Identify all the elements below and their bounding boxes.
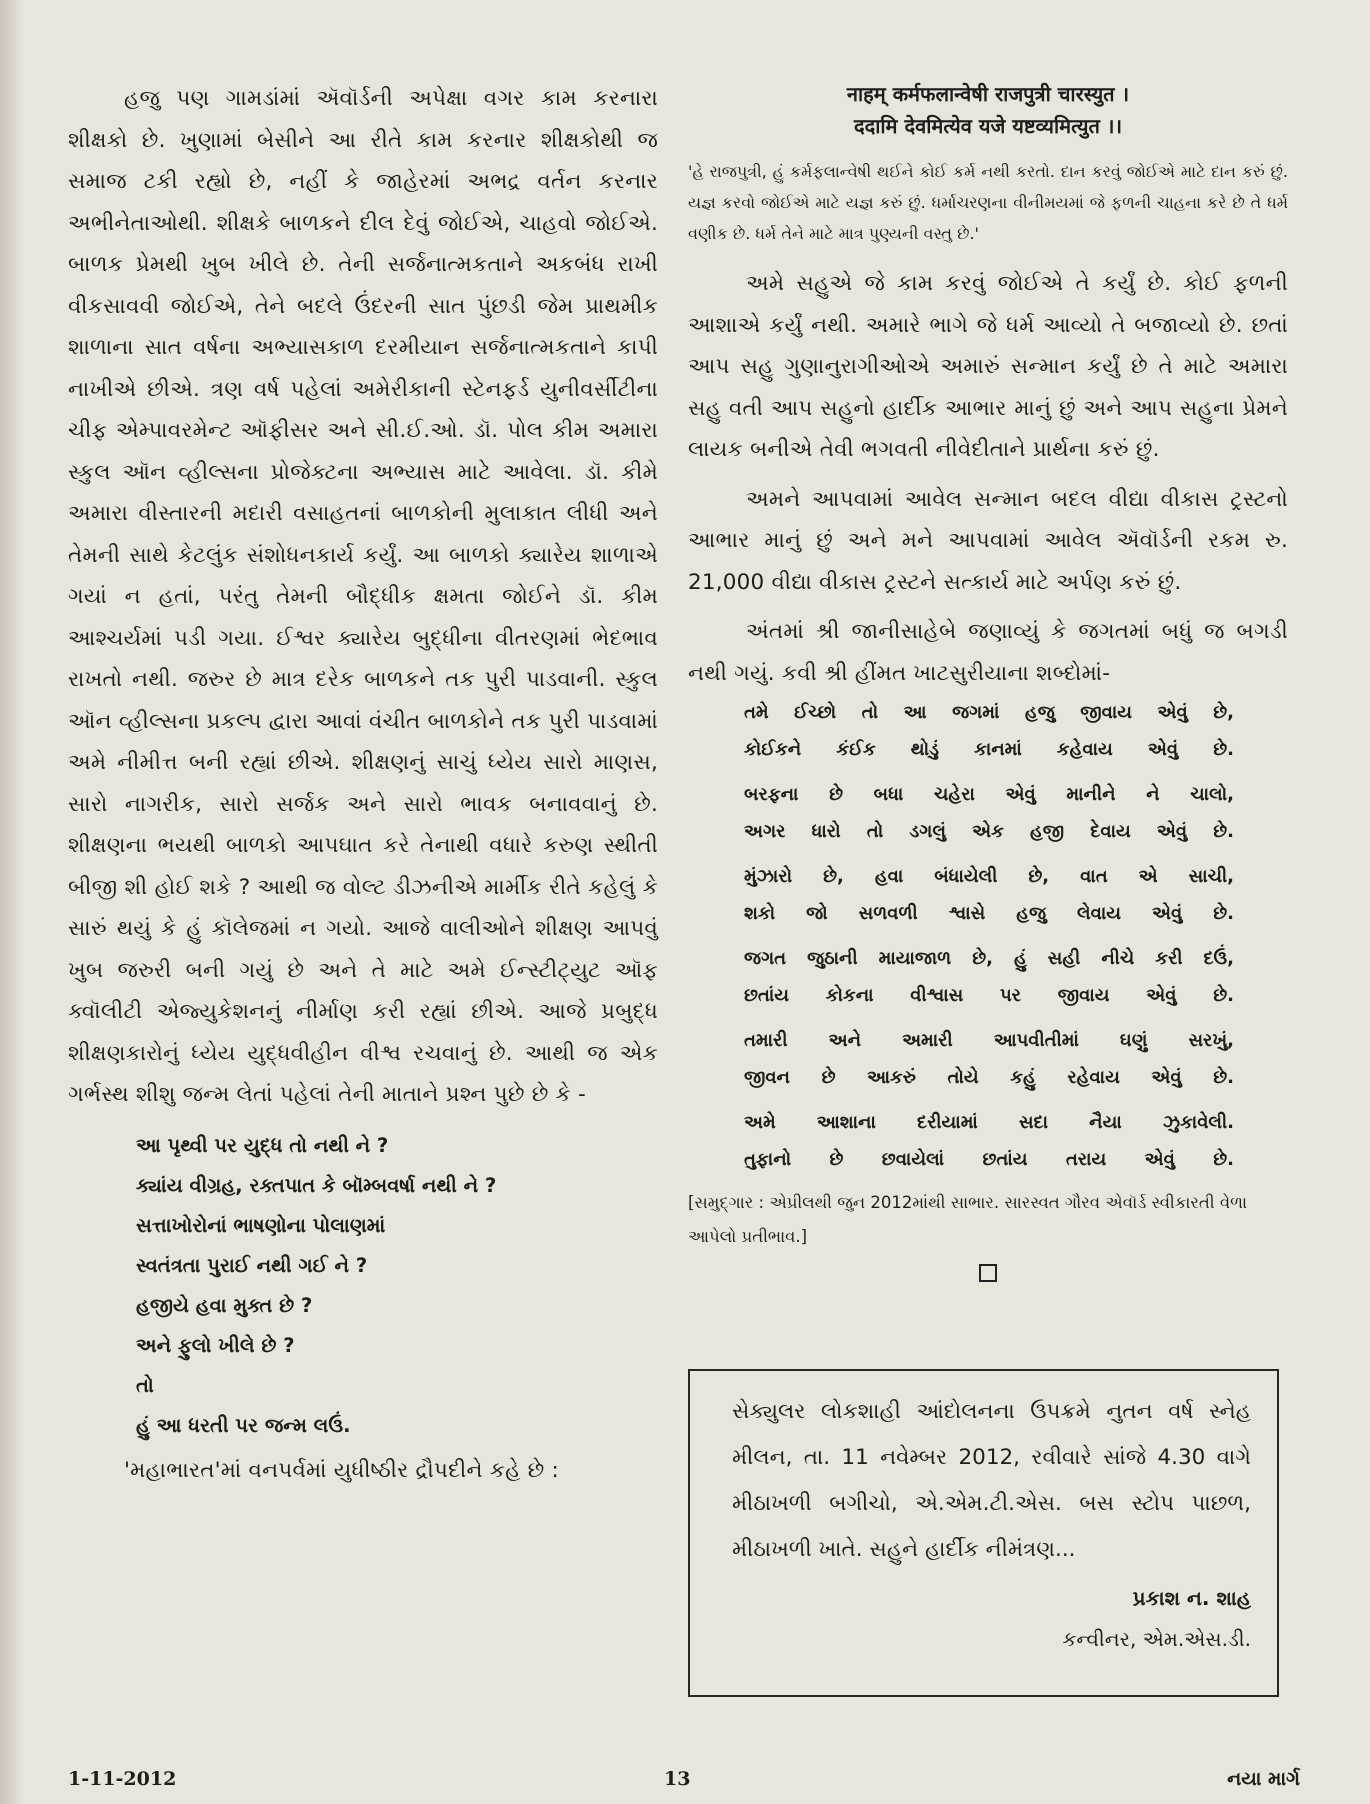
poem-stanza bbox=[744, 858, 1234, 932]
poem-line: તમારી અને અમારી આપવીતીમાં ઘણું સરખું, bbox=[744, 1030, 1234, 1051]
notice-signature-role: કન્વીનર, એમ.એસ.ડી. bbox=[1062, 1627, 1251, 1651]
source-note: [સમુદ્ગાર : એપ્રીલથી જુન 2012માંથી સાભાર. સારસ્વત ગૌરવ એવૉર્ડ સ્વીકારતી વેળા આપેલો પ્રતીભાવ.] bbox=[688, 1193, 1248, 1246]
poem-line: શકો જો સળવળી શ્વાસે હજુ લેવાય એવું છે. bbox=[744, 903, 1234, 924]
footer-date: 1-11-2012 bbox=[68, 1768, 177, 1790]
poem-line: મુંઝારો છે, હવા બંધાયેલી છે, વાત એ સાચી, bbox=[744, 866, 1234, 887]
poem-line: હજીયે હવા મુક્ત છે ? bbox=[136, 1293, 313, 1317]
poem-line: તુફાનો છે છવાયેલાં છતાંય તરાય એવું છે. bbox=[744, 1149, 1234, 1170]
footer-page-number: 13 bbox=[664, 1768, 691, 1790]
right-paragraph-2: અમને આપવામાં આવેલ સન્માન બદલ વીદ્યા વીકાસ ટ્રસ્ટનો આભાર માનું છું અને મને આપવામાં આવેલ ઍવૉર્ડની રકમ રુ. 21,000 વીદ્યા વીકાસ ટ્રસ્ટને સત્કાર્ય માટે અર્પણ કરું છું. bbox=[688, 486, 1288, 595]
sanskrit-verse-line-2: ददामि देवमित्येव यजे यष्टव्यमित्युत ।। bbox=[853, 114, 1123, 138]
poem-stanza bbox=[744, 1104, 1234, 1178]
poem-line: તમે ઈચ્છો તો આ જગમાં હજુ જીવાય એવું છે, bbox=[744, 702, 1234, 723]
event-notice-box bbox=[688, 1369, 1279, 1697]
poem-stanza bbox=[744, 940, 1234, 1014]
right-paragraph-3: અંતમાં શ્રી જાનીસાહેબે જણાવ્યું કે જગતમાં બધું જ બગડી નથી ગયું. કવી શ્રી હીંમત ખાટસુરીયાના શબ્દોમાં- bbox=[688, 619, 1288, 686]
page-edge-shadow bbox=[0, 0, 24, 1804]
right-paragraph-1: અમે સહુએ જે કામ કરવું જોઈએ તે કર્યું છે. કોઈ ફળની આશાએ કર્યું નથી. અમારે ભાગે જે ધર્મ આવ્યો તે બજાવ્યો છે. છતાં આપ સહુ ગુણાનુરાગીઓએ અમારું સન્માન કર્યું છે તે માટે અમારા સહુ વતી આપ સહુનો હાર્દીક આભાર માનું છું અને આપ સહુના પ્રેમને લાયક બનીએ તેવી ભગવતી નીવેદીતાને પ્રાર્થના કરું છું. bbox=[688, 271, 1288, 462]
poem-line: અગર ધારો તો ડગલું એક હજી દેવાય એવું છે. bbox=[744, 821, 1234, 842]
poem-line: હું આ ધરતી પર જન્મ લઉં. bbox=[136, 1413, 351, 1437]
poem-line: સત્તાખોરોનાં ભાષણોના પોલાણમાં bbox=[136, 1213, 386, 1237]
left-column bbox=[68, 78, 658, 1491]
poem-line: છતાંય કોકના વીશ્વાસ પર જીવાય એવું છે. bbox=[744, 985, 1234, 1006]
notice-text: સેક્યુલર લોકશાહી આંદોલનના ઉપક્રમે નુતન વર્ષ સ્નેહ મીલન, તા. 11 નવેમ્બર 2012, રવીવારે સાંજે 4.30 વાગે મીઠાખળી બગીચો, એ.એમ.ટી.એસ. બસ સ્ટોપ પાછળ, મીઠાખળી ખાતે. સહુને હાર્દીક નીમંત્રણ... bbox=[732, 1399, 1251, 1562]
poem-line: ક્યાંય વીગ્રહ, રક્તપાત કે બૉમ્બવર્ષા નથી ને ? bbox=[136, 1173, 497, 1197]
poem-stanza bbox=[744, 776, 1234, 850]
poem-stanza bbox=[744, 694, 1234, 768]
poem-line: જગત જુઠાની માયાજાળ છે, હું સહી નીચે કરી દઉં, bbox=[744, 948, 1234, 969]
poem-line: તો bbox=[136, 1373, 154, 1397]
poem-line: આ પૃથ્વી પર યુદ્ધ તો નથી ને ? bbox=[136, 1133, 389, 1157]
poem-stanza bbox=[744, 1022, 1234, 1096]
poem-line: અને ફુલો ખીલે છે ? bbox=[136, 1333, 295, 1357]
poem-line: સ્વતંત્રતા પુરાઈ નથી ગઈ ને ? bbox=[136, 1253, 368, 1277]
poem-line: અમે આશાના દરીયામાં સદા નૈયા ઝુકાવેલી. bbox=[744, 1112, 1234, 1133]
poem-line: જીવન છે આકરું તોયે કહું રહેવાય એવું છે. bbox=[744, 1067, 1234, 1088]
left-paragraph-2: 'મહાભારત'માં વનપર્વમાં યુધીષ્ઠીર દ્રૌપદીને કહે છે : bbox=[124, 1457, 559, 1483]
ghazal-poem bbox=[744, 694, 1234, 1178]
poem-line: કોઈકને કંઈક થોડું કાનમાં કહેવાય એવું છે. bbox=[744, 739, 1234, 760]
unborn-child-poem bbox=[136, 1126, 658, 1446]
poem-line: બરફના છે બધા ચહેરા એવું માનીને ને ચાલો, bbox=[744, 784, 1234, 805]
sanskrit-verse-line-1: नाहम् कर्मफलान्वेषी राजपुत्री चारस्युत । bbox=[846, 82, 1130, 106]
right-column bbox=[688, 78, 1288, 1282]
footer-magazine-name: નયા માર્ગ bbox=[1227, 1768, 1300, 1790]
verse-translation: 'હે રાજપુત્રી, હું કર્મફલાન્વેષી થઈને કોઈ કર્મ નથી કરતો. દાન કરવું જોઈએ માટે દાન કરું છું. યજ્ઞ કરવો જોઈએ માટે યજ્ઞ કરું છું. ધર્માચરણના વીનીમયમાં જે ફળની ચાહના કરે છે તે ધર્મ વણીક છે. ધર્મ તેને માટે માત્ર પુણ્યની વસ્તુ છે.' bbox=[688, 162, 1288, 243]
left-paragraph-1: હજુ પણ ગામડાંમાં ઍવૉર્ડની અપેક્ષા વગર કામ કરનારા શીક્ષકો છે. ખુણામાં બેસીને આ રીતે કામ કરનાર શીક્ષકોથી જ સમાજ ટકી રહ્યો છે, નહીં કે જાહેરમાં અભદ્ર વર્તન કરનાર અભીનેતાઓથી. શીક્ષકે બાળકને દીલ દેવું જોઈએ, ચાહવો જોઈએ. બાળક પ્રેમથી ખુબ ખીલે છે. તેની સર્જનાત્મકતાને અકબંધ રાખી વીકસાવવી જોઈએ, તેને બદલે ઉંદરની સાત પુંછડી જેમ પ્રાથમીક શાળાના સાત વર્ષના અભ્યાસકાળ દરમીયાન સર્જનાત્મકતાને કાપી નાખીએ છીએ. ત્રણ વર્ષ પહેલાં અમેરીકાની સ્ટેનફર્ડ યુનીવર્સીટીના ચીફ એમ્પાવરમેન્ટ ઑફીસર અને સી.ઈ.ઓ. ડૉ. પોલ કીમ અમારા સ્કુલ ઑન વ્હીલ્સના પ્રોજેક્ટના અભ્યાસ માટે આવેલા. ડૉ. કીમે અમારા વીસ્તારની મદારી વસાહતનાં બાળકોની મુલાકાત લીધી અને તેમની સાથે કેટલુંક સંશોધનકાર્ય કર્યું. આ બાળકો ક્યારેય શાળાએ ગયાં ન હતાં, પરંતુ તેમની બૌદ્ધીક ક્ષમતા જોઈને ડૉ. કીમ આશ્ચર્યમાં પડી ગયા. ઈશ્વર ક્યારેય બુદ્ધીના વીતરણમાં ભેદભાવ રાખતો નથી. જરુર છે માત્ર દરેક બાળકને તક પુરી પાડવાની. સ્કુલ ઑન વ્હીલ્સના પ્રકલ્પ દ્વારા આવાં વંચીત બાળકોને તક પુરી પાડવામાં અમે નીમીત્ત બની રહ્યાં છીએ. શીક્ષણનું સાચું ધ્યેય સારો માણસ, સારો નાગરીક, સારો સર્જક અને સારો ભાવક બનાવવાનું છે. શીક્ષણના ભયથી બાળકો આપઘાત કરે તેનાથી વધારે કરુણ સ્થીતી બીજી શી હોઈ શકે ? આથી જ વોલ્ટ ડીઝનીએ માર્મીક રીતે કહેલું કે સારું થયું કે હું કૉલેજમાં ન ગયો. આજે વાલીઓને શીક્ષણ આપવું ખુબ જરુરી બની ગયું છે અને તે માટે અમે ઈન્સ્ટીટ્યુટ ઑફ ક્વૉલીટી એજ્યુકેશનનું નીર્માણ કરી રહ્યાં છીએ. આજે પ્રબુદ્ધ શીક્ષણકારોનું ધ્યેય યુદ્ધવીહીન વીશ્વ રચવાનું છે. આથી જ એક ગર્ભસ્થ શીશુ જન્મ લેતાં પહેલાં તેની માતાને પ્રશ્ન પુછે છે કે - bbox=[68, 86, 658, 1107]
notice-signature-name: પ્રકાશ ન. શાહ bbox=[1132, 1586, 1251, 1610]
section-end-square-icon bbox=[979, 1264, 997, 1282]
